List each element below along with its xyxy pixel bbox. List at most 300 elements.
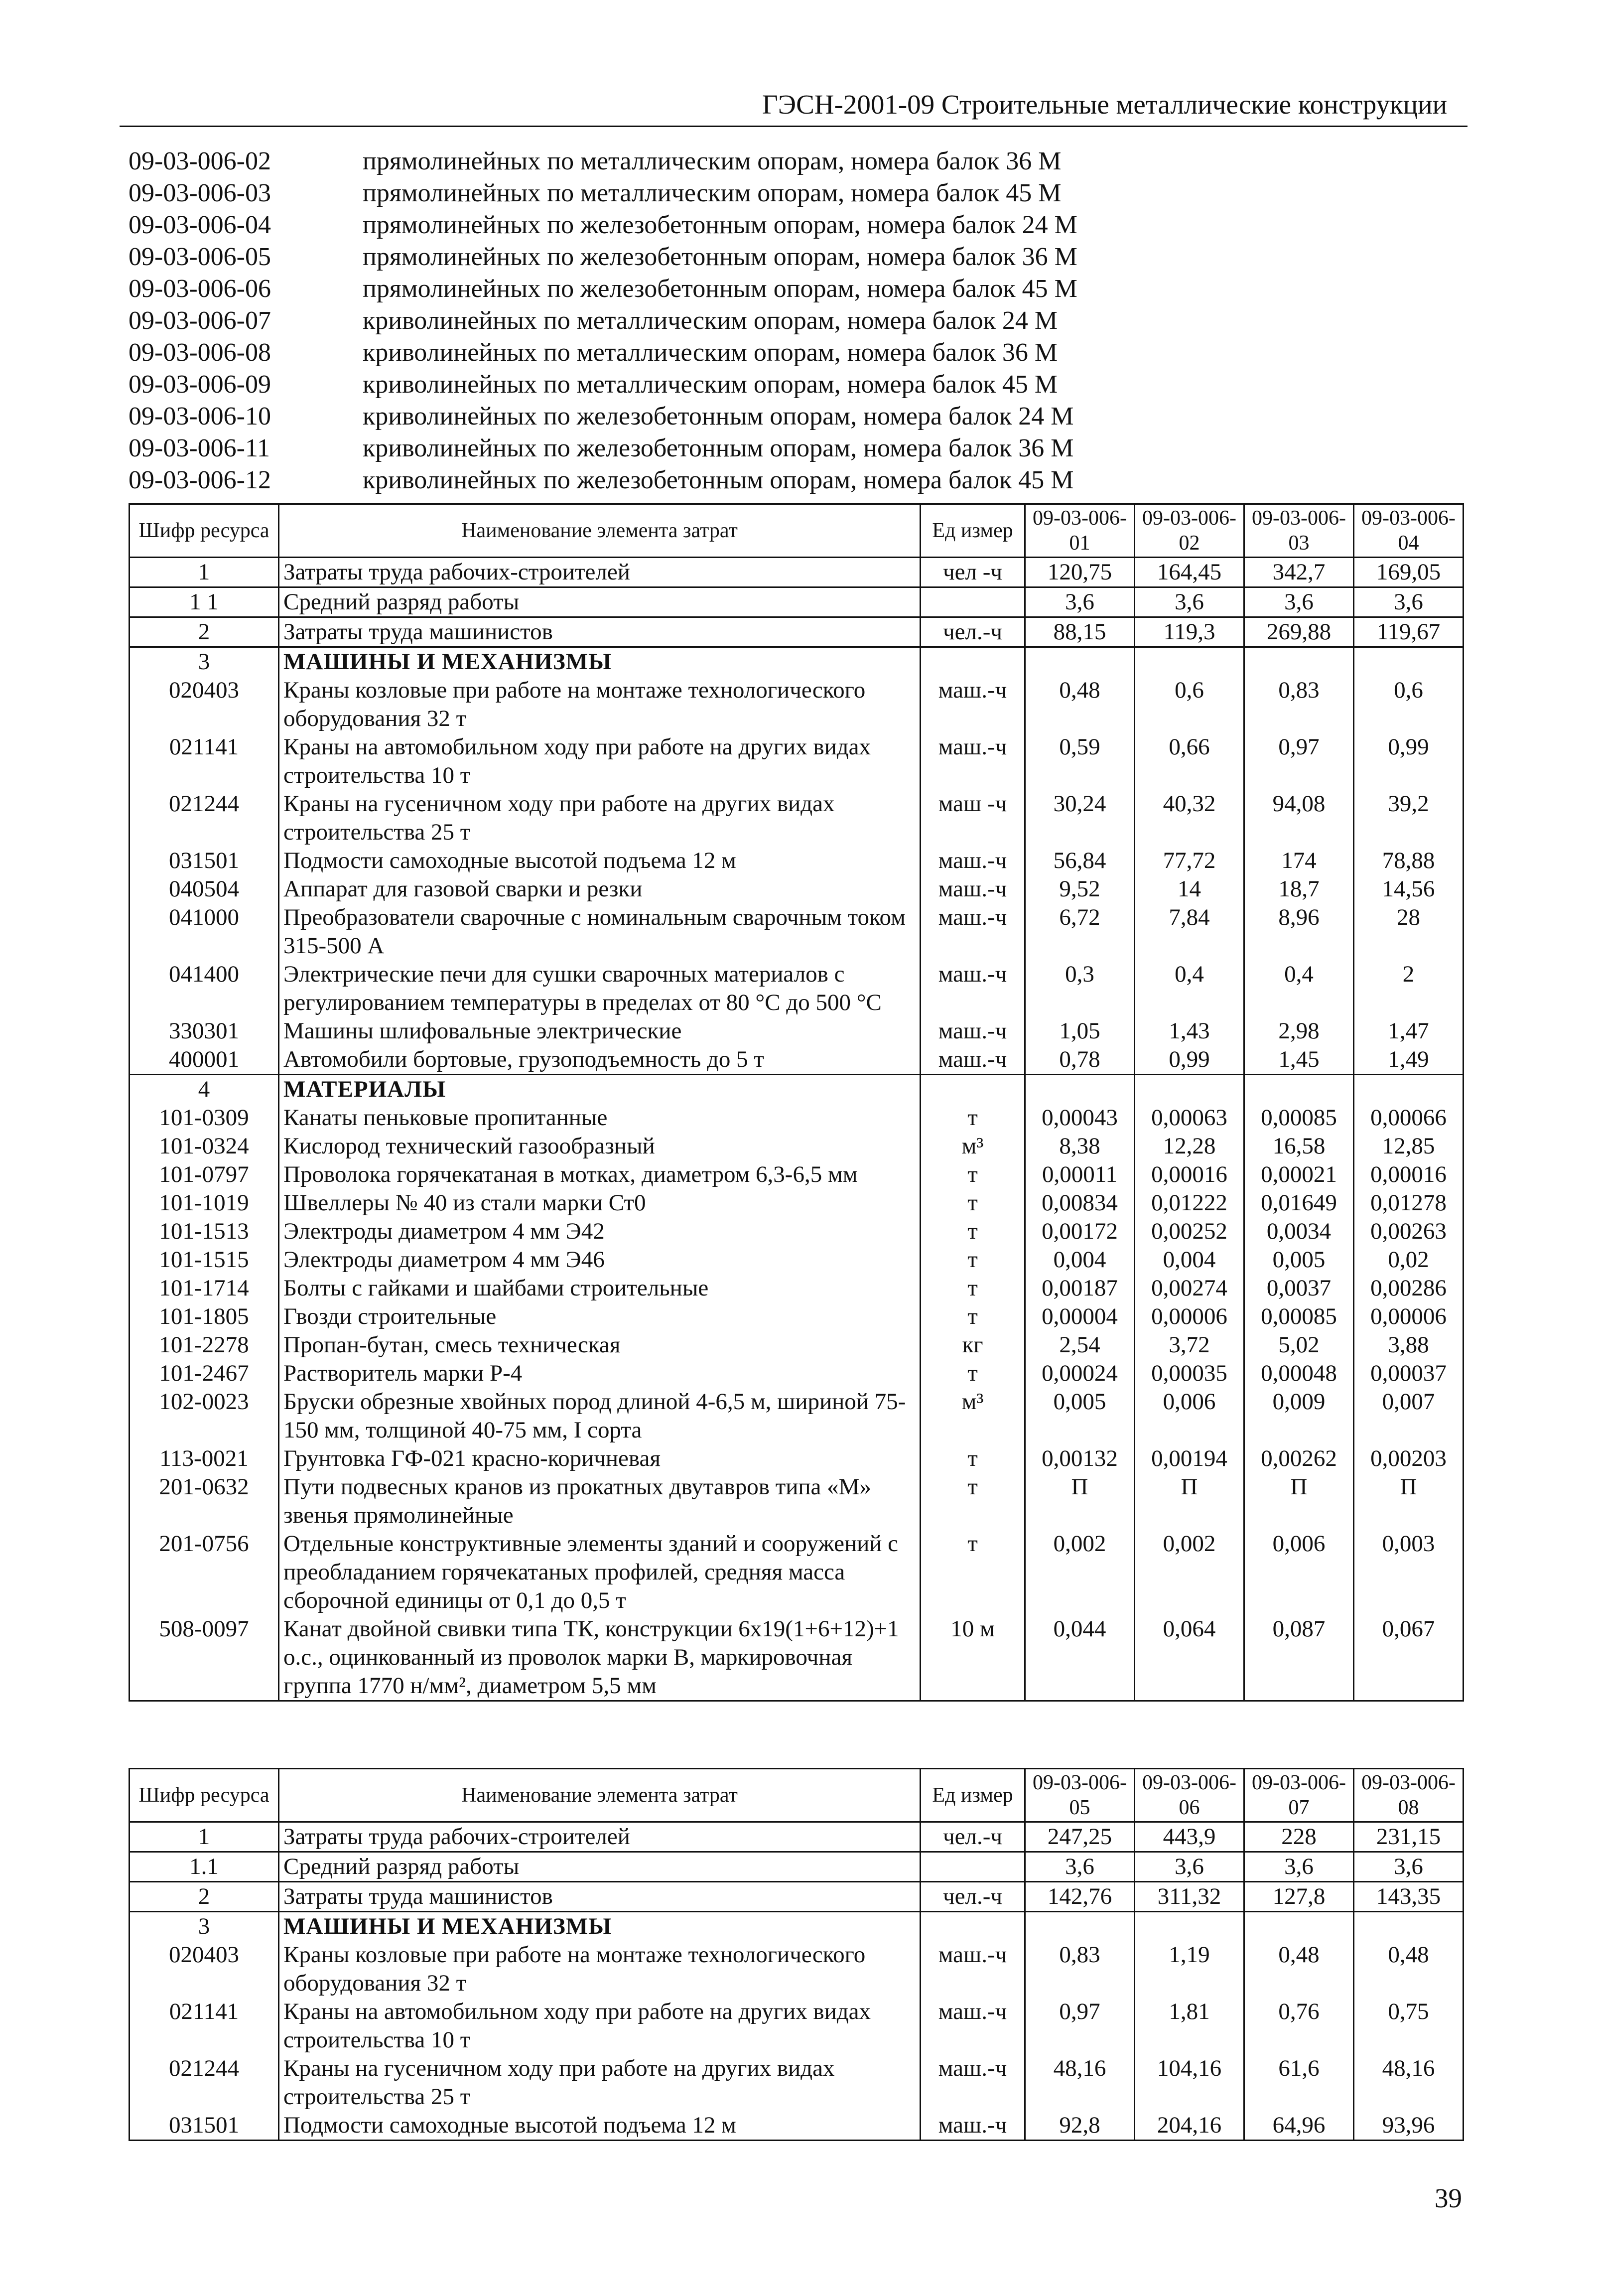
row-code: 101-1714 [130,1274,279,1302]
row-name: Проволока горячекатаная в мотках, диаметром 6,3-6,5 мм [279,1160,921,1189]
resource-description: прямолинейных по металлическим опорам, номера балок 45 М [363,179,1062,207]
row-value: 0,00263 [1354,1217,1464,1246]
row-unit: м³ [921,1132,1025,1160]
header-norm-code: 09-03-006-07 [1244,1769,1354,1822]
code-list-item [129,401,1464,432]
row-unit: маш.-ч [921,1998,1025,2054]
row-code: 021141 [130,1998,279,2054]
page-header: ГЭСН-2001-09 Строительные металлические конструкции [762,89,1448,120]
resource-code: 09-03-006-11 [129,434,270,462]
row-code: 113-0021 [130,1444,279,1473]
resource-description: криволинейных по металлическим опорам, номера балок 36 М [363,338,1058,367]
row-code: 2 [130,617,279,647]
row-unit: маш.-ч [921,1941,1025,1998]
empty-cell [1354,647,1464,677]
row-value: 0,00085 [1244,1104,1354,1132]
row-value: 0,009 [1244,1388,1354,1444]
row-value: 0,99 [1135,1045,1244,1075]
row-unit: м³ [921,1388,1025,1444]
empty-cell [921,647,1025,677]
row-code: 101-1805 [130,1302,279,1331]
row-name: Краны козловые при работе на монтаже технологического оборудования 32 т [279,676,921,733]
section-title: МАШИНЫ И МЕХАНИЗМЫ [279,1912,921,1941]
row-value: 0,66 [1135,733,1244,790]
section-row [130,647,1464,677]
resource-code: 09-03-006-10 [129,402,271,430]
resource-description: криволинейных по железобетонным опорам, номера балок 36 М [363,434,1074,462]
row-value: 204,16 [1135,2111,1244,2141]
row-value: 0,59 [1025,733,1135,790]
row-unit: маш.-ч [921,733,1025,790]
resource-description: прямолинейных по металлическим опорам, номера балок 36 М [363,147,1062,175]
row-name: Автомобили бортовые, грузоподъемность до 5 т [279,1045,921,1075]
table-row [130,875,1464,903]
row-value: 120,75 [1025,558,1135,587]
resource-table-2 [129,1768,1464,2141]
resource-code: 09-03-006-02 [129,147,271,175]
row-value: 1,19 [1135,1941,1244,1998]
row-value: 0,002 [1025,1530,1135,1615]
row-unit: маш -ч [921,790,1025,847]
row-code: 508-0097 [130,1615,279,1701]
row-value: 228 [1244,1822,1354,1852]
row-value: 0,007 [1354,1388,1464,1444]
row-name: Краны на автомобильном ходу при работе на других видах строительства 10 т [279,733,921,790]
row-value: 127,8 [1244,1882,1354,1912]
table-row [130,1045,1464,1075]
header-norm-code: 09-03-006-03 [1244,504,1354,558]
row-name: Краны на гусеничном ходу при работе на других видах строительства 25 т [279,790,921,847]
row-value: 77,72 [1135,847,1244,875]
row-value: 0,83 [1244,676,1354,733]
empty-cell [1135,647,1244,677]
code-list-item [129,145,1464,177]
row-value: 0,48 [1244,1941,1354,1998]
table-row [130,790,1464,847]
code-list-item [129,177,1464,209]
row-name: Пути подвесных кранов из прокатных двутавров типа «М» звенья прямолинейные [279,1473,921,1530]
row-value: 0,00006 [1354,1302,1464,1331]
row-value: 0,00132 [1025,1444,1135,1473]
empty-cell [1244,1912,1354,1941]
row-value: 119,3 [1135,617,1244,647]
row-value: 3,6 [1135,1852,1244,1882]
resource-code: 09-03-006-12 [129,466,271,494]
row-value: 143,35 [1354,1882,1464,1912]
row-value: 0,00016 [1354,1160,1464,1189]
row-name: Затраты труда машинистов [279,1882,921,1912]
empty-cell [1354,1912,1464,1941]
row-name: Растворитель марки Р-4 [279,1359,921,1388]
row-value: 0,99 [1354,733,1464,790]
resource-description: криволинейных по железобетонным опорам, номера балок 45 М [363,466,1074,494]
table-row [130,1822,1464,1852]
table-row [130,1246,1464,1274]
row-name: Пропан-бутан, смесь техническая [279,1331,921,1359]
row-value: 3,6 [1135,587,1244,617]
row-value: 3,72 [1135,1331,1244,1359]
row-name: Гвозди строительные [279,1302,921,1331]
row-value: 3,6 [1354,587,1464,617]
row-name: Подмости самоходные высотой подъема 12 м [279,847,921,875]
table-row [130,617,1464,647]
code-list [129,145,1464,496]
resource-description: прямолинейных по железобетонным опорам, номера балок 45 М [363,275,1077,303]
header-norm-code: 09-03-006-01 [1025,504,1135,558]
row-unit: маш.-ч [921,2111,1025,2141]
table-row [130,960,1464,1017]
row-value: 174 [1244,847,1354,875]
row-value: 14 [1135,875,1244,903]
empty-cell [1244,647,1354,677]
resource-description: криволинейных по железобетонным опорам, номера балок 24 М [363,402,1074,430]
row-unit: т [921,1302,1025,1331]
row-value: 3,88 [1354,1331,1464,1359]
row-value: 5,02 [1244,1331,1354,1359]
row-value: 9,52 [1025,875,1135,903]
code-list-item [129,464,1464,496]
row-unit: маш.-ч [921,960,1025,1017]
table-row [130,2054,1464,2111]
row-value: 0,00063 [1135,1104,1244,1132]
header-name: Наименование элемента затрат [279,1769,921,1822]
row-code: 020403 [130,676,279,733]
header-norm-code: 09-03-006-08 [1354,1769,1464,1822]
row-unit: т [921,1444,1025,1473]
row-value: 0,3 [1025,960,1135,1017]
row-value: П [1354,1473,1464,1530]
row-value: 3,6 [1025,587,1135,617]
row-value: 0,003 [1354,1530,1464,1615]
row-value: 0,00024 [1025,1359,1135,1388]
header-norm-code: 09-03-006-04 [1354,504,1464,558]
row-unit: маш.-ч [921,1045,1025,1075]
table-row [130,1217,1464,1246]
row-name: Бруски обрезные хвойных пород длиной 4-6,5 м, шириной 75-150 мм, толщиной 40-75 мм, I сорта [279,1388,921,1444]
row-value: 0,002 [1135,1530,1244,1615]
row-value: 56,84 [1025,847,1135,875]
row-name: Затраты труда рабочих-строителей [279,558,921,587]
row-name: Машины шлифовальные электрические [279,1017,921,1045]
row-unit: маш.-ч [921,676,1025,733]
row-value: 0,00172 [1025,1217,1135,1246]
row-value: 1,45 [1244,1045,1354,1075]
header-code: Шифр ресурса [130,1769,279,1822]
row-value: 0,97 [1244,733,1354,790]
header-code: Шифр ресурса [130,504,279,558]
row-unit: маш.-ч [921,2054,1025,2111]
row-value: 119,67 [1354,617,1464,647]
row-value: 0,005 [1025,1388,1135,1444]
header-unit: Ед измер [921,1769,1025,1822]
row-code: 021244 [130,2054,279,2111]
header-norm-code: 09-03-006-02 [1135,504,1244,558]
empty-cell [1244,1075,1354,1104]
row-value: 0,006 [1135,1388,1244,1444]
row-value: 0,00834 [1025,1189,1135,1217]
table-row [130,1274,1464,1302]
row-unit: чел -ч [921,558,1025,587]
row-value: 2 [1354,960,1464,1017]
table-row [130,1998,1464,2054]
row-value: 0,0034 [1244,1217,1354,1246]
row-value: 0,00043 [1025,1104,1135,1132]
row-code: 201-0632 [130,1473,279,1530]
row-name: Швеллеры № 40 из стали марки Ст0 [279,1189,921,1217]
row-code: 031501 [130,2111,279,2141]
row-name: Преобразователи сварочные с номинальным сварочным током 315-500 А [279,903,921,960]
row-value: 1,47 [1354,1017,1464,1045]
row-value: 0,00286 [1354,1274,1464,1302]
row-value: 14,56 [1354,875,1464,903]
code-list-item [129,305,1464,337]
row-value: 0,00004 [1025,1302,1135,1331]
row-code: 1 [130,1822,279,1852]
header-rule [120,126,1467,127]
row-value: 104,16 [1135,2054,1244,2111]
row-name: Электрические печи для сушки сварочных материалов с регулированием температуры в пределах от 80 °С до 500 °С [279,960,921,1017]
header-name: Наименование элемента затрат [279,504,921,558]
row-value: 93,96 [1354,2111,1464,2141]
row-name: Затраты труда рабочих-строителей [279,1822,921,1852]
row-value: 0,00016 [1135,1160,1244,1189]
code-list-item [129,209,1464,241]
row-code: 021141 [130,733,279,790]
row-value: 142,76 [1025,1882,1135,1912]
row-value: 3,6 [1354,1852,1464,1882]
row-value: 3,6 [1244,1852,1354,1882]
table-row [130,733,1464,790]
row-value: 12,28 [1135,1132,1244,1160]
row-code: 1 [130,558,279,587]
row-code: 3 [130,647,279,677]
row-value: 164,45 [1135,558,1244,587]
resource-code: 09-03-006-08 [129,338,271,367]
row-value: 0,067 [1354,1615,1464,1701]
row-value: 0,01222 [1135,1189,1244,1217]
code-list-item [129,432,1464,464]
row-unit: маш.-ч [921,1017,1025,1045]
row-code: 041400 [130,960,279,1017]
row-value: 3,6 [1244,587,1354,617]
row-value: 231,15 [1354,1822,1464,1852]
code-list-item [129,273,1464,305]
row-value: 12,85 [1354,1132,1464,1160]
row-value: 0,064 [1135,1615,1244,1701]
header-norm-code: 09-03-006-06 [1135,1769,1244,1822]
empty-cell [1025,647,1135,677]
row-unit: т [921,1104,1025,1132]
row-code: 1 1 [130,587,279,617]
row-name: Болты с гайками и шайбами строительные [279,1274,921,1302]
row-value: 0,78 [1025,1045,1135,1075]
table-row [130,1359,1464,1388]
row-value: 0,006 [1244,1530,1354,1615]
table-row [130,2111,1464,2141]
section-title: МАТЕРИАЛЫ [279,1075,921,1104]
row-name: Электроды диаметром 4 мм Э42 [279,1217,921,1246]
row-value: 0,00066 [1354,1104,1464,1132]
row-code: 101-0797 [130,1160,279,1189]
row-value: 0,6 [1354,676,1464,733]
row-value: 78,88 [1354,847,1464,875]
row-value: 0,087 [1244,1615,1354,1701]
row-value: 39,2 [1354,790,1464,847]
row-name: Средний разряд работы [279,1852,921,1882]
section-row [130,1912,1464,1941]
row-value: 8,38 [1025,1132,1135,1160]
row-unit: кг [921,1331,1025,1359]
resource-code: 09-03-006-06 [129,275,271,303]
resource-code: 09-03-006-09 [129,370,271,399]
table-row [130,1331,1464,1359]
row-code: 041000 [130,903,279,960]
row-code: 2 [130,1882,279,1912]
row-value: 269,88 [1244,617,1354,647]
row-value: П [1025,1473,1135,1530]
section-row [130,1075,1464,1104]
resource-description: криволинейных по металлическим опорам, номера балок 24 М [363,306,1058,335]
row-unit [921,587,1025,617]
row-name: Канаты пеньковые пропитанные [279,1104,921,1132]
row-value: 0,00187 [1025,1274,1135,1302]
row-value: 2,54 [1025,1331,1135,1359]
row-value: 0,01278 [1354,1189,1464,1217]
resource-description: прямолинейных по железобетонным опорам, номера балок 36 М [363,243,1077,271]
row-value: 0,00035 [1135,1359,1244,1388]
row-name: Электроды диаметром 4 мм Э46 [279,1246,921,1274]
row-unit: 10 м [921,1615,1025,1701]
row-code: 201-0756 [130,1530,279,1615]
row-value: 0,48 [1354,1941,1464,1998]
row-value: 40,32 [1135,790,1244,847]
table-row [130,1017,1464,1045]
table-row [130,1882,1464,1912]
row-value: 48,16 [1025,2054,1135,2111]
row-unit: т [921,1359,1025,1388]
row-unit: маш.-ч [921,847,1025,875]
table-row [130,1160,1464,1189]
row-code: 400001 [130,1045,279,1075]
row-value: 2,98 [1244,1017,1354,1045]
empty-cell [921,1912,1025,1941]
row-unit: т [921,1246,1025,1274]
row-value: 0,00037 [1354,1359,1464,1388]
table-row [130,1104,1464,1132]
row-unit: маш.-ч [921,903,1025,960]
table-row [130,903,1464,960]
row-value: 92,8 [1025,2111,1135,2141]
table-row [130,1615,1464,1701]
row-value: 88,15 [1025,617,1135,647]
table-row [130,1444,1464,1473]
resource-code: 09-03-006-03 [129,179,271,207]
row-value: 64,96 [1244,2111,1354,2141]
row-name: Отдельные конструктивные элементы зданий и сооружений с преобладанием горячекатаных профилей, средняя масса сборочной единицы от 0,1 до 0,5 т [279,1530,921,1615]
header-unit: Ед измер [921,504,1025,558]
row-value: 0,00006 [1135,1302,1244,1331]
row-unit: чел.-ч [921,1822,1025,1852]
row-code: 1.1 [130,1852,279,1882]
row-name: Грунтовка ГФ-021 красно-коричневая [279,1444,921,1473]
row-code: 330301 [130,1017,279,1045]
row-value: П [1244,1473,1354,1530]
row-value: 30,24 [1025,790,1135,847]
row-code: 101-1515 [130,1246,279,1274]
row-code: 101-2467 [130,1359,279,1388]
empty-cell [921,1075,1025,1104]
row-code: 031501 [130,847,279,875]
row-value: 0,02 [1354,1246,1464,1274]
row-value: 0,4 [1244,960,1354,1017]
row-value: 247,25 [1025,1822,1135,1852]
row-code: 3 [130,1912,279,1941]
row-value: 18,7 [1244,875,1354,903]
row-value: 0,6 [1135,676,1244,733]
row-unit: т [921,1274,1025,1302]
row-unit [921,1852,1025,1882]
row-value: 1,05 [1025,1017,1135,1045]
row-unit: маш.-ч [921,875,1025,903]
empty-cell [1025,1075,1135,1104]
table-row [130,1189,1464,1217]
code-list-item [129,337,1464,369]
row-value: 0,044 [1025,1615,1135,1701]
row-name: Средний разряд работы [279,587,921,617]
row-unit: т [921,1530,1025,1615]
table-header-row [130,1769,1464,1822]
table-row [130,1473,1464,1530]
row-value: 311,32 [1135,1882,1244,1912]
row-value: 169,05 [1354,558,1464,587]
row-value: 0,76 [1244,1998,1354,2054]
row-value: 0,97 [1025,1998,1135,2054]
row-value: 7,84 [1135,903,1244,960]
table-row [130,1852,1464,1882]
row-code: 101-2278 [130,1331,279,1359]
row-code: 101-0324 [130,1132,279,1160]
row-value: 0,01649 [1244,1189,1354,1217]
row-unit: т [921,1189,1025,1217]
section-title: МАШИНЫ И МЕХАНИЗМЫ [279,647,921,677]
row-code: 101-1019 [130,1189,279,1217]
resource-code: 09-03-006-07 [129,306,271,335]
row-value: 3,6 [1025,1852,1135,1882]
row-value: 0,00048 [1244,1359,1354,1388]
code-list-item [129,241,1464,273]
row-value: 342,7 [1244,558,1354,587]
row-value: 28 [1354,903,1464,960]
row-value: 0,00252 [1135,1217,1244,1246]
table-row [130,1302,1464,1331]
row-unit: чел.-ч [921,1882,1025,1912]
table-row [130,558,1464,587]
row-value: 8,96 [1244,903,1354,960]
table-row [130,676,1464,733]
table-row [130,1530,1464,1615]
resource-code: 09-03-006-05 [129,243,271,271]
row-code: 040504 [130,875,279,903]
row-code: 4 [130,1075,279,1104]
row-code: 101-1513 [130,1217,279,1246]
empty-cell [1025,1912,1135,1941]
row-value: 1,49 [1354,1045,1464,1075]
row-value: 0,75 [1354,1998,1464,2054]
row-value: 0,48 [1025,676,1135,733]
row-value: 0,00011 [1025,1160,1135,1189]
row-unit: т [921,1473,1025,1530]
row-value: 0,4 [1135,960,1244,1017]
